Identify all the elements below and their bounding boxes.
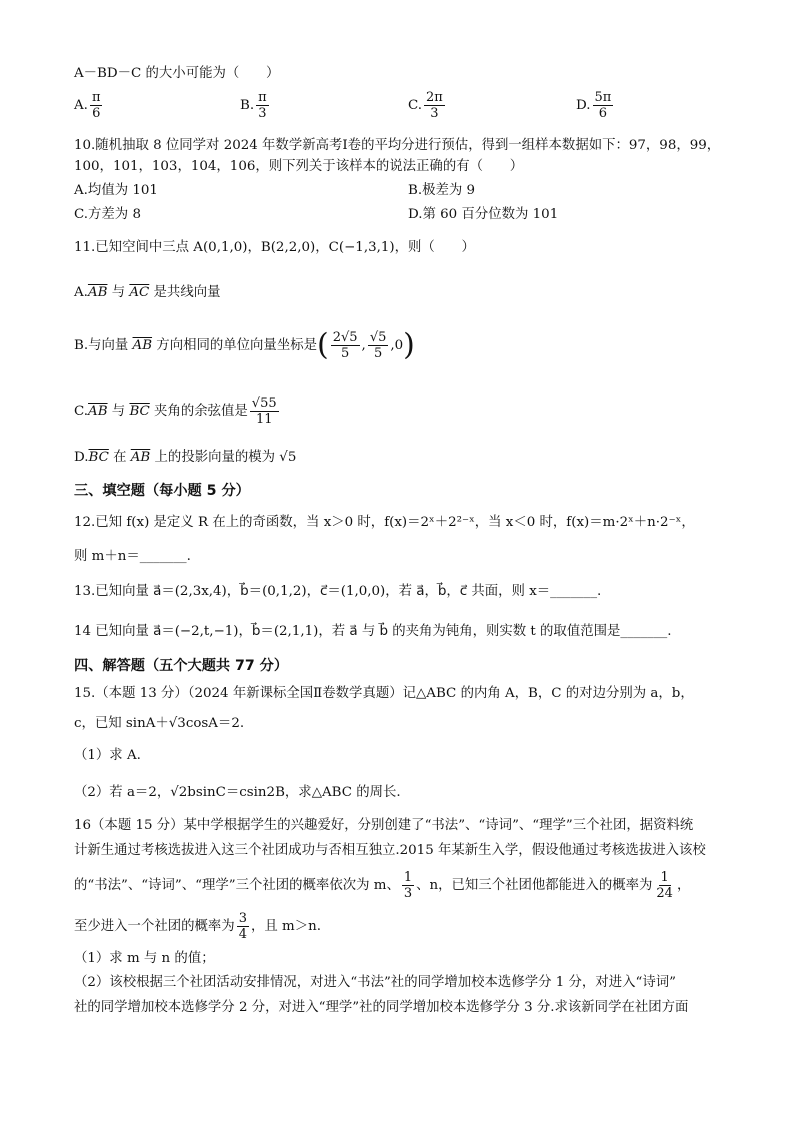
q16-part-2-line-2: 社的同学增加校本选修学分 2 分，对进入“理学”社的同学增加校本选修学分 3 分.求该新同学在社团方面 <box>74 1000 689 1015</box>
q10-option-d: D.第 60 百分位数为 101 <box>408 207 559 222</box>
q10-option-c: C.方差为 8 <box>74 207 141 222</box>
q16-part-1: （1）求 m 与 n 的值； <box>74 951 215 966</box>
q10-line-1: 10.随机抽取 8 位同学对 2024 年数学新高考Ⅰ卷的平均分进行预估，得到一组样本数据如下：97，98，99， <box>74 138 721 153</box>
q12-line-1: 12.已知 f(x) 是定义 R 在上的奇函数，当 x＞0 时，f(x)＝2ˣ＋2²⁻ˣ，当 x＜0 时，f(x)＝m·2ˣ＋n·2⁻ˣ， <box>74 515 695 530</box>
q10-option-b: B.极差为 9 <box>408 183 476 198</box>
q16-line-2: 计新生通过考核选拔进入这三个社团成功与否相互独立.2015 年某新生入学，假设他通过考核选拔进入该校 <box>74 843 706 858</box>
q15-line-2: c，已知 sinA＋√3cosA＝2. <box>74 716 245 731</box>
q15-part-1: （1）求 A. <box>74 748 141 763</box>
q15-part-2: （2）若 a＝2，√2bsinC＝csin2B，求△ABC 的周长. <box>74 785 401 800</box>
q9-option-c: C. $\frac{2\pi}{3}$ <box>408 90 443 121</box>
q11-option-c: $C.\overline{AB}$ 与 $\overline{BC}$ 夹角的余弦值是 $\frac{√55}{11}$ <box>74 396 277 427</box>
section-3-heading: 三、填空题（每小题 5 分） <box>74 483 250 499</box>
q13-text: 13.已知向量 a⃗＝(2,3x,4)，b⃗＝(0,1,2)，c⃗＝(1,0,0)，若 a⃗，b⃗，c⃗ 共面，则 x＝_______. <box>74 584 602 599</box>
q16-line-3: 的“书法”、“诗词”、“理学”三个社团的概率依次为 m、 $\frac{1}{3}$ 、n，已知三个社团他都能进入的概率为 $\frac{1}{24}$ ， <box>74 870 691 901</box>
q11-option-a: $A.\overline{AB}$ 与 $\overline{AC}$ 是共线向量 <box>74 285 221 300</box>
q9-option-d: D. $\frac{5\pi}{6}$ <box>576 90 612 121</box>
q16-part-2-line-1: （2）该校根据三个社团活动安排情况，对进入“书法”社的同学增加校本选修学分 1 分，对进入“诗词” <box>74 975 676 990</box>
q14-text: 14 已知向量 a⃗＝(−2,t,−1)，b⃗＝(2,1,1)，若 a⃗ 与 b⃗ 的夹角为钝角，则实数 t 的取值范围是_______. <box>74 624 672 639</box>
q11-option-b: B.与向量 $\overline{AB}$ 方向相同的单位向量坐标是( $\frac{2√5}{5}$ , $\frac{√5}{5}$ ,0) <box>74 327 415 363</box>
q12-line-2: 则 m＋n＝_______. <box>74 549 191 564</box>
q10-line-2: 100，101，103，104，106，则下列关于该样本的说法正确的有（ ） <box>74 159 524 174</box>
q10-option-a: A.均值为 101 <box>74 183 158 198</box>
q11-stem: 11.已知空间中三点 A(0,1,0)，B(2,2,0)，C(−1,3,1)，则（ ） <box>74 240 475 255</box>
q9-option-a: A. $\frac{\pi}{6}$ <box>74 90 101 121</box>
q15-line-1: 15.（本题 13 分）（2024 年新课标全国Ⅱ卷数学真题）记△ABC 的内角 A，B，C 的对边分别为 a，b， <box>74 686 694 701</box>
q11-option-d: $D.\overline{BC}$ 在 $\overline{AB}$ 上的投影向量的模为 √5 <box>74 450 297 465</box>
section-4-heading: 四、解答题（五个大题共 77 分） <box>74 658 289 674</box>
q9-stem: A－BD－C 的大小可能为（ ） <box>74 66 280 81</box>
q9-option-b: B. $\frac{\pi}{3}$ <box>240 90 267 121</box>
q16-line-4: 至少进入一个社团的概率为 $\frac{3}{4}$ ，且 m＞n. <box>74 911 321 942</box>
q16-line-1: 16（本题 15 分）某中学根据学生的兴趣爱好，分别创建了“书法”、“诗词”、“理学”三个社团，据资料统 <box>74 818 694 833</box>
